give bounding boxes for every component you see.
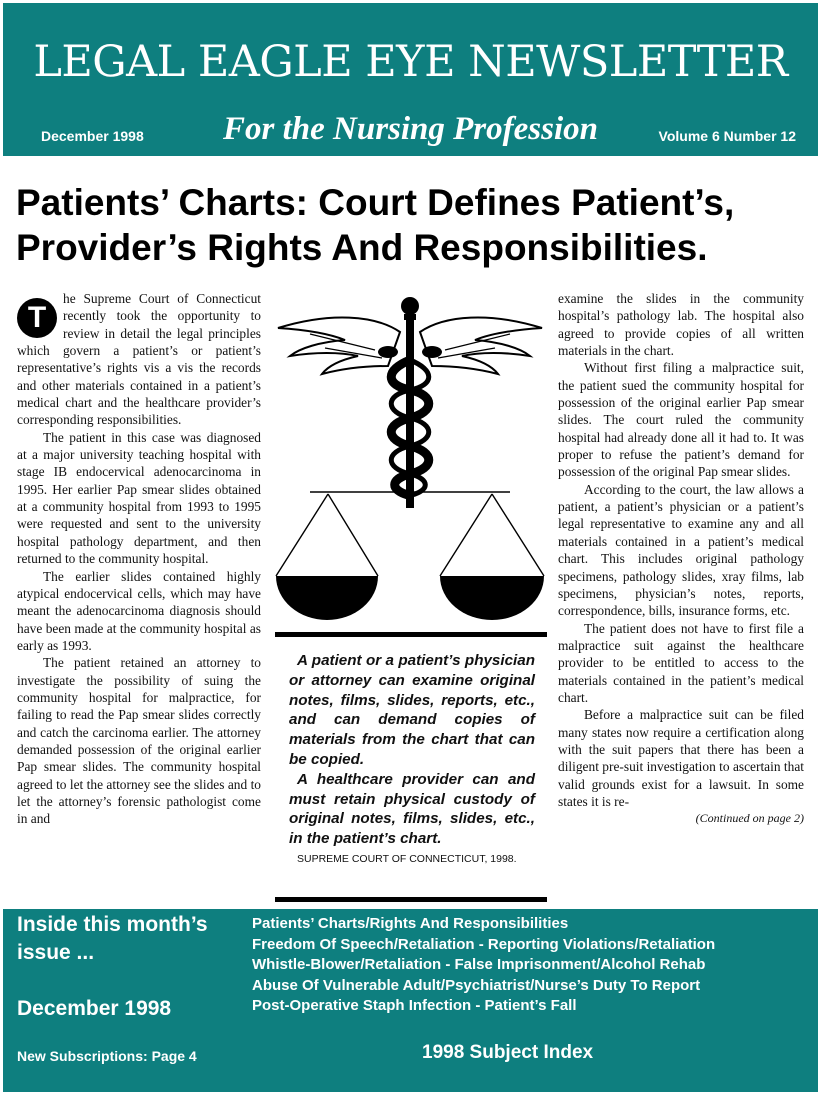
pull-quote (275, 632, 547, 902)
subscriptions-link[interactable]: New Subscriptions: Page 4 (17, 1048, 197, 1064)
drop-cap: T (17, 298, 57, 338)
issue-contents-footer (3, 909, 818, 1092)
quote-source: SUPREME COURT OF CONNECTICUT, 1998. (297, 852, 517, 865)
newsletter-subtitle: For the Nursing Profession (222, 111, 598, 147)
article-paragraph: The patient retained an attorney to investigate the possibility of suing the community hospital for malpractice, for failing to read the Pap smear slides correctly and catch the carcinoma earlier. The attorney demanded possession of the original earlier Pap smear slides. The community hospital agreed to let the attorney see the slides and to let the attorney’s forensic pathologist come in and (17, 655, 261, 827)
contents-heading: Inside this month’s issue ... (17, 913, 208, 964)
article-paragraph: The patient does not have to first file a malpractice suit against the healthcare provider to be entitled to access to the materials contained in the patient’s medical chart. (558, 620, 804, 705)
issue-contents-item[interactable]: Post-Operative Staph Infection - Patient’s Fall (252, 997, 577, 1015)
article-paragraph: The patient in this case was diagnosed at a major university teaching hospital with stage IB endocervical adenocarcinoma in 1995. Her earlier Pap smear slides obtained at a community hospital from 1993 to 1995 were requested and sent to the university hospital pathology department, and then returned to the community hospital. (17, 429, 261, 567)
caduceus-scales-icon (270, 290, 550, 630)
footer-issue-date: December 1998 (17, 997, 172, 1020)
volume-number: Volume 6 Number 12 (658, 128, 796, 144)
article-headline: Patients’ Charts: Court Defines Patient’s, Provider’s Rights And Responsibilities. (16, 182, 735, 268)
continued-note[interactable]: (Continued on page 2) (695, 811, 804, 826)
subject-index-link[interactable]: 1998 Subject Index (422, 1042, 594, 1063)
issue-contents-item[interactable]: Whistle-Blower/Retaliation - False Imprisonment/Alcohol Rehab (252, 956, 706, 974)
masthead (3, 3, 818, 156)
article-left-column (17, 290, 261, 828)
article-right-column (558, 290, 804, 828)
issue-contents-list (252, 914, 715, 1017)
issue-contents-item[interactable]: Freedom Of Speech/Retaliation - Reporting Violations/Retaliation (252, 935, 716, 953)
issue-date: December 1998 (41, 128, 144, 144)
quote-paragraph: A healthcare provider can and must retain physical custody of original notes, films, slides, etc., in the patient’s chart. (289, 770, 535, 848)
issue-contents-item[interactable]: Patients’ Charts/Rights And Responsibilities (252, 915, 569, 932)
issue-contents-item[interactable]: Abuse Of Vulnerable Adult/Psychiatrist/Nurse’s Duty To Report (252, 976, 701, 994)
article-paragraph: Without first filing a malpractice suit, the patient sued the community hospital for possession of the original earlier Pap smear slides. The court ruled the community hospital had already done all it had to. It was proper to refuse the patient’s demand for possession of the original Pap smear slides. (558, 360, 804, 480)
article-paragraph: According to the court, the law allows a patient, a patient’s physician or a patient’s legal representative to examine any and all materials contained in a patient’s medical chart. This includes original pathology specimens, pathology slides, xray films, lab specimens, physician’s notes, reports, correspondence, bills, insurance forms, etc. (558, 481, 804, 619)
quote-paragraph: A patient or a patient’s physician or attorney can examine original notes, films, slides, reports, etc., and can demand copies of materials from the chart that can be copied. (289, 652, 535, 768)
article-paragraph: examine the slides in the community hospital’s pathology lab. The hospital also agreed to provide copies of all written materials in the chart. (558, 291, 804, 359)
article-paragraph: Before a malpractice suit can be filed many states now require a certification along with the suit papers that there has been a diligent pre-suit investigation to ascertain that valid grounds exist for a lawsuit. In some states it is re- (558, 707, 804, 809)
article-paragraph: he Supreme Court of Connecticut recently took the opportunity to review in detail the legal principles which govern a patient’s or patient’s representative’s rights vis a vis the records and other materials contained in a patient’s medical chart and the healthcare provider’s corresponding responsibilities. (17, 291, 261, 428)
newsletter-title: LEGAL EAGLE EYE NEWSLETTER (33, 37, 788, 87)
article-paragraph: The earlier slides contained highly atypical endocervical cells, which may have meant the adenocarcinoma diagnosis should have been made at the community hospital as early as 1993. (17, 568, 261, 653)
